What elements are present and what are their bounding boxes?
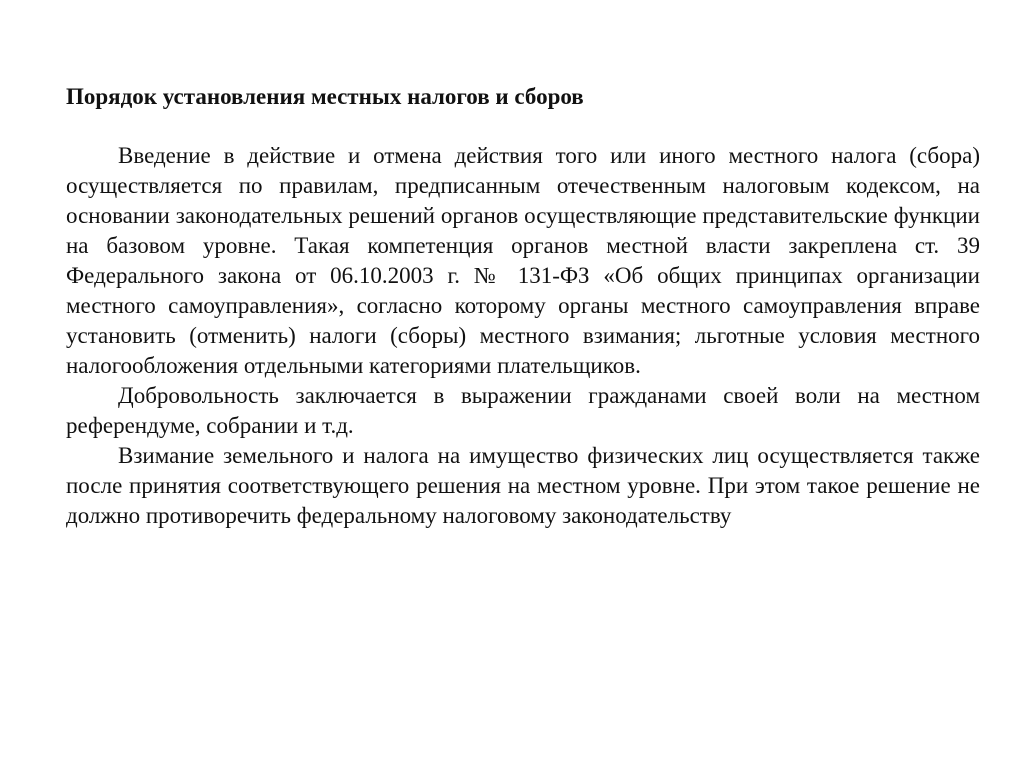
paragraph-introduction: Введение в действие и отмена действия того или иного местного налога (сбора) осуществляется по правилам, предписанным отечественным налоговым кодексом, на основании законодательных решений органов осуществляющие представительские функции на базовом уровне. Такая компетенция органов местной власти закреплена ст. 39 Федерального закона от 06.10.2003 г. № 131-ФЗ «Об общих принципах организации местного самоуправления», согласно которому органы местного самоуправления вправе установить (отменить) налоги (сборы) местного взимания; льготные условия местного налогообложения отдельными категориями плательщиков.	[66, 143, 980, 378]
paragraph-voluntariness: Добровольность заключается в выражении гражданами своей воли на местном референдуме, собрании и т.д.	[66, 383, 980, 438]
document-heading: Порядок установления местных налогов и сборов	[66, 84, 584, 109]
document-page	[66, 82, 980, 531]
paragraph-collection: Взимание земельного и налога на имущество физических лиц осуществляется также после принятия соответствующего решения на местном уровне. При этом такое решение не должно противоречить федеральному налоговому законодательству	[66, 443, 980, 528]
